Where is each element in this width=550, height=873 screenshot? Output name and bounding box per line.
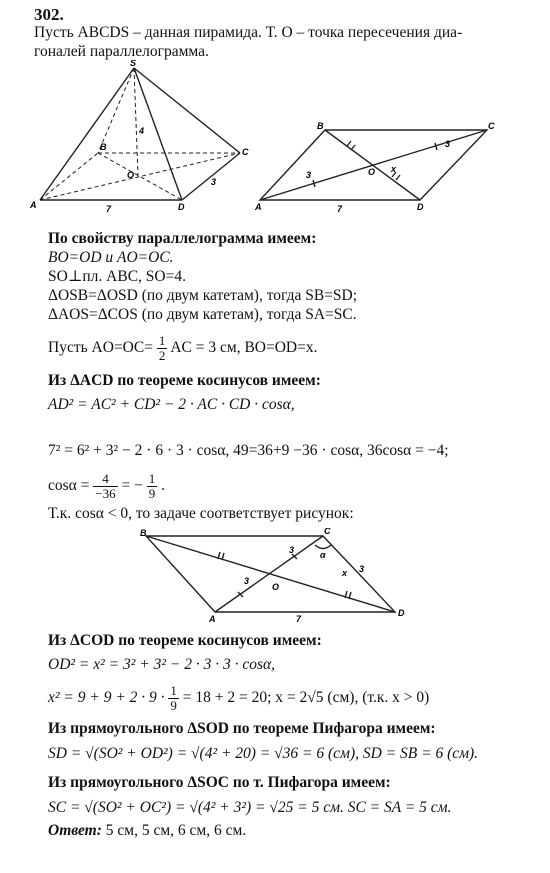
line-10-part-b: = − bbox=[121, 477, 143, 495]
line-10 bbox=[48, 472, 165, 501]
fig2-label-o: O bbox=[368, 167, 376, 177]
fraction-denominator: 2 bbox=[158, 348, 166, 363]
fig3-label-x: x bbox=[342, 568, 348, 578]
line-15: Из прямоугольного ΔSOD по теореме Пифагора имеем: bbox=[48, 720, 436, 737]
fraction-numerator: 4 bbox=[93, 472, 117, 487]
line-6-part-b: AC = 3 см, BO=OD=x. bbox=[170, 339, 318, 357]
fraction-denominator: 9 bbox=[148, 486, 156, 501]
fraction-one-half bbox=[157, 334, 168, 363]
fig3-label-d: D bbox=[398, 608, 405, 618]
fig1-label-c: C bbox=[242, 147, 249, 157]
line-14-part-a: x² = 9 + 9 + 2 · 9 · bbox=[48, 689, 165, 707]
fig3-label-alpha: α bbox=[320, 550, 326, 560]
line-10-part-c: . bbox=[161, 477, 165, 495]
line-5: ΔAOS=ΔCOS (по двум катетам), тогда SA=SC. bbox=[48, 306, 357, 323]
answer-label: Ответ: bbox=[48, 822, 102, 839]
fig3-label-7: 7 bbox=[296, 614, 302, 623]
line-7: Из ΔACD по теореме косинусов имеем: bbox=[48, 372, 321, 389]
line-4: ΔOSB=ΔOSD (по двум катетам), тогда SB=SD; bbox=[48, 287, 358, 304]
fraction-denominator: −36 bbox=[95, 486, 116, 501]
fig1-label-7: 7 bbox=[106, 204, 112, 214]
fig1-label-d: D bbox=[178, 202, 185, 212]
fig1-label-s: S bbox=[130, 60, 137, 68]
fig1-label-4: 4 bbox=[139, 126, 145, 136]
fig3-label-3c: 3 bbox=[359, 564, 365, 574]
fig1-label-3: 3 bbox=[211, 177, 217, 187]
fig3-label-a: A bbox=[209, 614, 216, 623]
fraction-four-over-neg36 bbox=[93, 472, 117, 501]
fig1-label-a: A bbox=[30, 200, 37, 210]
line-14 bbox=[48, 684, 429, 713]
line-18: SC = √(SO² + OC²) = √(4² + 3²) = √25 = 5 см. SC = SA = 5 см. bbox=[48, 799, 452, 816]
fraction-numerator: 1 bbox=[148, 471, 156, 486]
intro-line-1: Пусть ABCDS – данная пирамида. Т. O – точка пересечения диа- bbox=[34, 24, 463, 41]
fig3-label-3b: 3 bbox=[289, 545, 295, 555]
fig1-label-b: B bbox=[100, 142, 107, 152]
parallelogram-figure-1 bbox=[255, 120, 495, 215]
line-9: 7² = 6² + 3² − 2 · 6 · 3 · cosα, 49=36+9 −36 · cosα, 36cosα = −4; bbox=[48, 442, 449, 459]
answer-values: 5 см, 5 см, 6 см, 6 см. bbox=[101, 822, 247, 839]
fig2-label-b: B bbox=[317, 121, 324, 131]
fig2-label-3b: 3 bbox=[445, 139, 451, 149]
line-8: AD² = AC² + CD² − 2 · AC · CD · cosα, bbox=[48, 396, 295, 413]
fig2-label-c: C bbox=[488, 121, 495, 131]
line-11: Т.к. cosα < 0, то задаче соответствует рисунок: bbox=[48, 505, 354, 522]
fig3-label-o: O bbox=[272, 582, 280, 592]
fraction-one-ninth-2 bbox=[168, 684, 179, 713]
answer-line bbox=[48, 822, 246, 840]
fraction-numerator: 1 bbox=[158, 333, 166, 348]
fig2-label-3a: 3 bbox=[306, 170, 312, 180]
line-3: SO⊥пл. ABC, SO=4. bbox=[48, 268, 186, 285]
fig2-label-a: A bbox=[255, 202, 262, 212]
line-16: SD = √(SO² + OD²) = √(4² + 20) = √36 = 6 (см), SD = SB = 6 (см). bbox=[48, 745, 479, 762]
fig2-label-d: D bbox=[417, 202, 424, 212]
line-12: Из ΔCOD по теореме косинусов имеем: bbox=[48, 632, 322, 649]
fig1-label-o: O bbox=[127, 170, 135, 180]
line-13: OD² = x² = 3² + 3² − 2 · 3 · 3 · cosα, bbox=[48, 656, 275, 673]
fraction-one-ninth bbox=[147, 472, 158, 501]
fraction-denominator: 9 bbox=[170, 698, 177, 713]
line-17: Из прямоугольного ΔSOC по т. Пифагора имеем: bbox=[48, 774, 391, 791]
fraction-numerator: 1 bbox=[170, 683, 177, 698]
line-14-part-b: = 18 + 2 = 20; x = 2√5 (см), (т.к. x > 0) bbox=[182, 689, 430, 707]
fig3-label-3a: 3 bbox=[244, 576, 250, 586]
intro-line-2: гоналей параллелограмма. bbox=[34, 43, 209, 60]
line-10-part-a: cosα = bbox=[48, 477, 90, 495]
fig3-label-c: C bbox=[324, 528, 331, 536]
parallelogram-figure-2 bbox=[140, 528, 410, 623]
line-6 bbox=[48, 334, 317, 363]
fig2-label-x: x bbox=[391, 164, 397, 174]
fig2-label-7: 7 bbox=[337, 204, 343, 214]
fig3-label-b: B bbox=[140, 528, 147, 538]
problem-number: 302. bbox=[34, 5, 64, 24]
line-6-part-a: Пусть AO=OC= bbox=[48, 339, 153, 357]
pyramid-figure bbox=[30, 60, 255, 220]
line-1: По свойству параллелограмма имеем: bbox=[48, 230, 317, 247]
line-2: BO=OD и AO=OC. bbox=[48, 249, 174, 266]
